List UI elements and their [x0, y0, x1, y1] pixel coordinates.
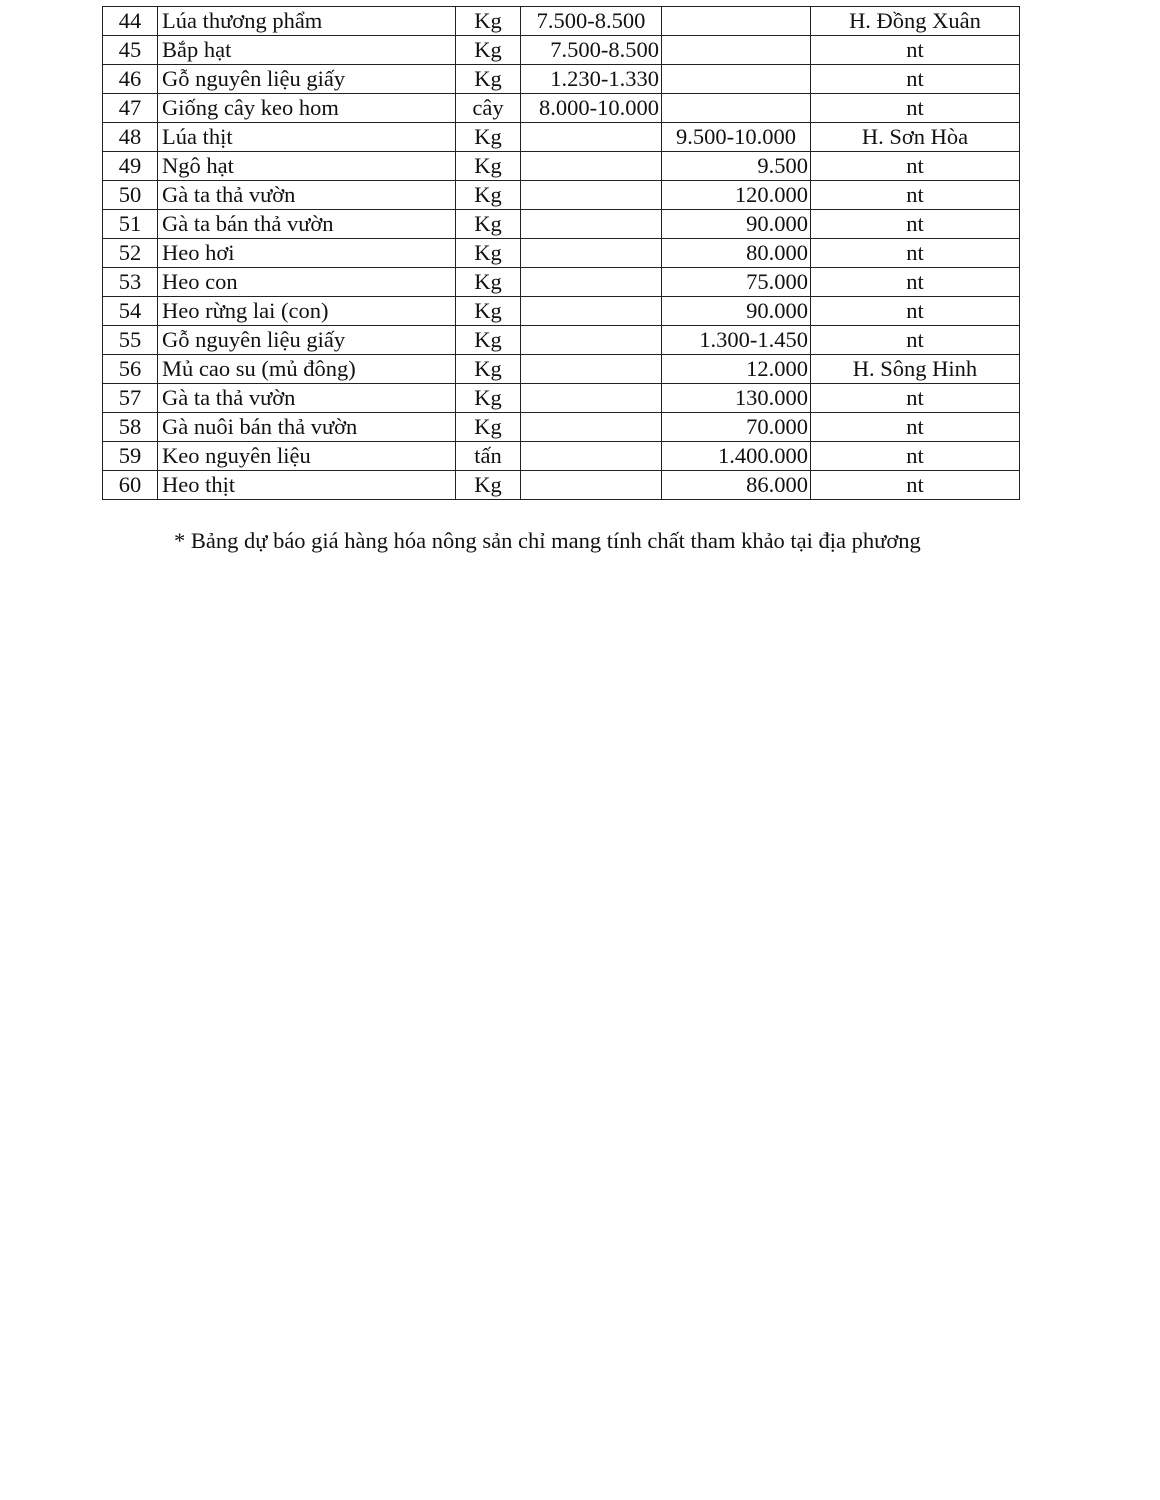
- area: nt: [811, 471, 1020, 500]
- area: nt: [811, 181, 1020, 210]
- product-name: Heo thịt: [158, 471, 456, 500]
- product-name: Bắp hạt: [158, 36, 456, 65]
- unit: Kg: [456, 297, 521, 326]
- row-number: 53: [103, 268, 158, 297]
- price-previous: [521, 413, 662, 442]
- price-current: 12.000: [662, 355, 811, 384]
- product-name: Gỗ nguyên liệu giấy: [158, 326, 456, 355]
- product-name: Ngô hạt: [158, 152, 456, 181]
- price-previous: 1.230-1.330: [521, 65, 662, 94]
- table-row: [103, 442, 1020, 471]
- product-name: Heo con: [158, 268, 456, 297]
- row-number: 60: [103, 471, 158, 500]
- product-name: Gà ta bán thả vườn: [158, 210, 456, 239]
- row-number: 50: [103, 181, 158, 210]
- table-row: [103, 413, 1020, 442]
- price-current: 1.300-1.450: [662, 326, 811, 355]
- table-row: [103, 471, 1020, 500]
- product-name: Giống cây keo hom: [158, 94, 456, 123]
- footnote: * Bảng dự báo giá hàng hóa nông sản chỉ mang tính chất tham khảo tại địa phương: [174, 528, 921, 553]
- row-number: 56: [103, 355, 158, 384]
- product-name: Mủ cao su (mủ đông): [158, 355, 456, 384]
- price-previous: [521, 152, 662, 181]
- price-current: [662, 65, 811, 94]
- product-name: Heo rừng lai (con): [158, 297, 456, 326]
- price-previous: [521, 471, 662, 500]
- product-name: Gà ta thả vườn: [158, 181, 456, 210]
- product-name: Gà nuôi bán thả vườn: [158, 413, 456, 442]
- area: nt: [811, 36, 1020, 65]
- price-current: [662, 36, 811, 65]
- table-row: [103, 239, 1020, 268]
- product-name: Gỗ nguyên liệu giấy: [158, 65, 456, 94]
- row-number: 59: [103, 442, 158, 471]
- unit: cây: [456, 94, 521, 123]
- table-row: [103, 181, 1020, 210]
- price-current: 86.000: [662, 471, 811, 500]
- row-number: 55: [103, 326, 158, 355]
- price-previous: [521, 297, 662, 326]
- unit: Kg: [456, 355, 521, 384]
- unit: Kg: [456, 65, 521, 94]
- row-number: 58: [103, 413, 158, 442]
- price-current: [662, 7, 811, 36]
- row-number: 47: [103, 94, 158, 123]
- price-previous: [521, 210, 662, 239]
- price-current: 75.000: [662, 268, 811, 297]
- unit: Kg: [456, 123, 521, 152]
- price-current: 1.400.000: [662, 442, 811, 471]
- price-current: [662, 94, 811, 123]
- table-row: [103, 65, 1020, 94]
- area: nt: [811, 442, 1020, 471]
- price-previous: [521, 384, 662, 413]
- product-name: Gà ta thả vườn: [158, 384, 456, 413]
- area: nt: [811, 297, 1020, 326]
- table-row: [103, 384, 1020, 413]
- price-current: 70.000: [662, 413, 811, 442]
- price-previous: [521, 326, 662, 355]
- price-previous: [521, 239, 662, 268]
- area: nt: [811, 326, 1020, 355]
- price-current: 90.000: [662, 210, 811, 239]
- table-row: [103, 94, 1020, 123]
- price-previous: [521, 268, 662, 297]
- product-name: Lúa thương phẩm: [158, 7, 456, 36]
- area: H. Sơn Hòa: [811, 123, 1020, 152]
- area: nt: [811, 384, 1020, 413]
- row-number: 46: [103, 65, 158, 94]
- price-previous: [521, 355, 662, 384]
- row-number: 57: [103, 384, 158, 413]
- row-number: 44: [103, 7, 158, 36]
- unit: Kg: [456, 152, 521, 181]
- table-row: [103, 210, 1020, 239]
- table-row: [103, 355, 1020, 384]
- unit: Kg: [456, 181, 521, 210]
- unit: Kg: [456, 36, 521, 65]
- price-previous: 8.000-10.000: [521, 94, 662, 123]
- table-row: [103, 268, 1020, 297]
- row-number: 54: [103, 297, 158, 326]
- unit: Kg: [456, 413, 521, 442]
- price-table: [102, 6, 1020, 500]
- unit: Kg: [456, 268, 521, 297]
- price-table-body: [103, 7, 1020, 500]
- price-current: 80.000: [662, 239, 811, 268]
- unit: Kg: [456, 471, 521, 500]
- row-number: 51: [103, 210, 158, 239]
- area: nt: [811, 413, 1020, 442]
- area: H. Sông Hinh: [811, 355, 1020, 384]
- unit: Kg: [456, 210, 521, 239]
- area: nt: [811, 94, 1020, 123]
- unit: Kg: [456, 239, 521, 268]
- row-number: 52: [103, 239, 158, 268]
- product-name: Lúa thịt: [158, 123, 456, 152]
- table-row: [103, 7, 1020, 36]
- price-current: 120.000: [662, 181, 811, 210]
- unit: Kg: [456, 326, 521, 355]
- table-row: [103, 36, 1020, 65]
- price-current: 9.500-10.000: [662, 123, 811, 152]
- area: H. Đồng Xuân: [811, 7, 1020, 36]
- price-previous: [521, 123, 662, 152]
- product-name: Keo nguyên liệu: [158, 442, 456, 471]
- row-number: 49: [103, 152, 158, 181]
- row-number: 45: [103, 36, 158, 65]
- price-current: 130.000: [662, 384, 811, 413]
- price-previous: 7.500-8.500: [521, 36, 662, 65]
- price-current: 9.500: [662, 152, 811, 181]
- product-name: Heo hơi: [158, 239, 456, 268]
- price-current: 90.000: [662, 297, 811, 326]
- table-row: [103, 326, 1020, 355]
- unit: Kg: [456, 384, 521, 413]
- price-previous: [521, 181, 662, 210]
- area: nt: [811, 152, 1020, 181]
- area: nt: [811, 239, 1020, 268]
- unit: tấn: [456, 442, 521, 471]
- area: nt: [811, 210, 1020, 239]
- price-previous: 7.500-8.500: [521, 7, 662, 36]
- area: nt: [811, 268, 1020, 297]
- table-row: [103, 297, 1020, 326]
- area: nt: [811, 65, 1020, 94]
- price-previous: [521, 442, 662, 471]
- table-row: [103, 152, 1020, 181]
- row-number: 48: [103, 123, 158, 152]
- unit: Kg: [456, 7, 521, 36]
- table-row: [103, 123, 1020, 152]
